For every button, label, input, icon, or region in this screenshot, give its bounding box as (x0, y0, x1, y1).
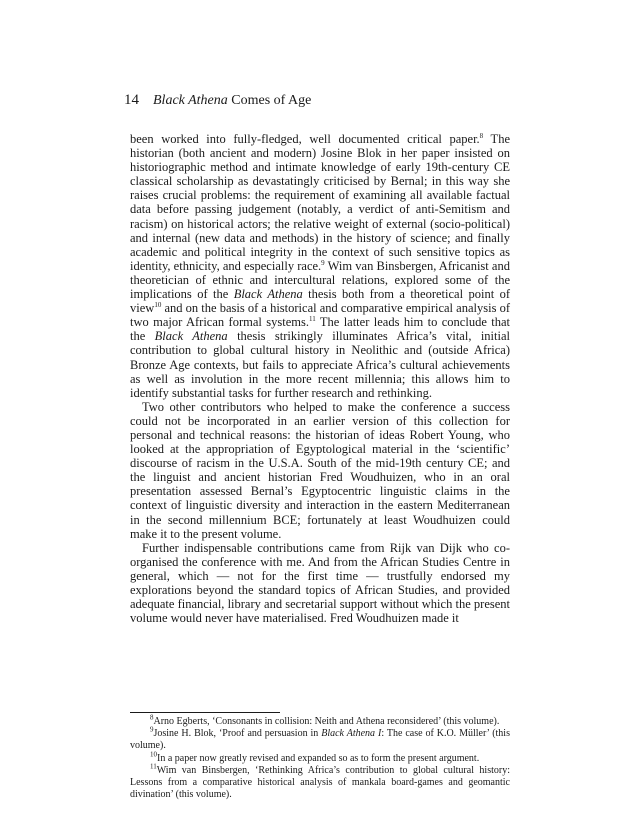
footnote-mark: 10 (150, 750, 157, 759)
text-run: and on the basis of a historical and comparative empirical analysis of two major African formal systems. (130, 301, 510, 330)
footnote-mark: 11 (150, 762, 157, 771)
footnote-9 (130, 725, 510, 752)
footnote-italic: Black Athena I (321, 728, 382, 740)
footnote-text: Wim van Binsbergen, ‘Rethinking Africa’s contribution to global cultural history: Lessons from a comparative historical analysis of mankala board-games and geomantic divination’ (this volume). (130, 764, 510, 801)
text-run: The latter leads him to conclude that the (130, 315, 511, 344)
footnote-text: In a paper now greatly revised and expanded so as to form the present argument. (157, 752, 480, 764)
footnote-text: Josine H. Blok, ‘Proof and persuasion in (153, 728, 322, 740)
text-run: been worked into fully-fledged, well documented critical paper. (130, 132, 480, 146)
running-title-italic: Black Athena (153, 93, 228, 108)
text-run: The historian (both ancient and modern) Josine Blok in her paper insisted on historiographic method and intimate knowledge of early 19th-century CE classical scholarship as devastatingly criticised by Bernal; in this way she raises crucial problems: the requirement of examining all available factual data before passing judgement (notably, a verdict of anti-Semitism and racism) on historical actors; the relative weight of external (socio-political) and internal (new data and methods) in the history of science; and finally academic and political integrity in the context of such sensitive topics as identity, ethnicity, and especially race. (130, 132, 510, 273)
main-text (130, 132, 510, 625)
italic-title: Black Athena (154, 329, 228, 344)
text-run: thesis strikingly illuminates Africa’s vital, initial contribution to global cultural history in Neolithic and (outside Africa) Bronze Age contexts, but fails to appreciate Africa’s cultural achievements as well as involution in the more recent millennia; this allows him to identify substantial tasks for further research and rethinking. (130, 329, 510, 400)
footnote-text: : The case of K.O. Müller’ (this volume). (130, 728, 510, 752)
italic-title: Black Athena (233, 287, 303, 302)
footnotes (130, 713, 510, 801)
footnote-mark: 9 (150, 725, 154, 734)
footnote-ref-8: 8 (479, 131, 484, 140)
page-number: 14 (124, 92, 139, 108)
footnote-ref-11: 11 (308, 315, 316, 324)
footnote-10 (130, 750, 510, 765)
paragraph-2: Two other contributors who helped to make the conference a success could not be incorporated in an earlier version of this collection for personal and technical reasons: the historian of ideas Robert Young, who looked at the appropriation of Egyptological material in the ‘scientific’ discourse of racism in the U.S.A. South of the mid-19th century CE; and the linguist and ancient historian Fred Woudhuizen, who in an oral presentation assessed Bernal’s Egyptocentric linguistic claims in the context of linguistic diversity and interaction in the eastern Mediterranean in the second millennium BCE; fortunately at least Woudhuizen could make it to the present volume. (130, 399, 510, 541)
running-header (124, 92, 311, 109)
paragraph-1 (130, 132, 510, 400)
footnote-11 (130, 762, 510, 802)
text-run: Wim van Binsbergen, Africanist and theoretician of ethnic and intercultural relations, explored some of the implications of the (130, 258, 510, 302)
footnote-text: Arno Egberts, ‘Consonants in collision: Neith and Athena reconsidered’ (this volume). (153, 716, 500, 727)
footnote-ref-9: 9 (321, 258, 325, 267)
footnote-8 (130, 713, 510, 728)
running-title-rest: Comes of Age (227, 93, 312, 108)
footnote-ref-10: 10 (154, 300, 162, 309)
text-run: thesis both from a theoretical point of view (130, 287, 510, 316)
paragraph-3: Further indispensable contributions came from Rijk van Dijk who co-organised the conference with me. And from the African Studies Centre in general, which — not for the first time — trustfully endorsed my explorations beyond the standard topics of African Studies, and provided adequate financial, library and secretarial support without which the present volume would never have materialised. Fred Woudhuizen made it (130, 540, 510, 626)
footnote-mark: 8 (150, 713, 154, 722)
